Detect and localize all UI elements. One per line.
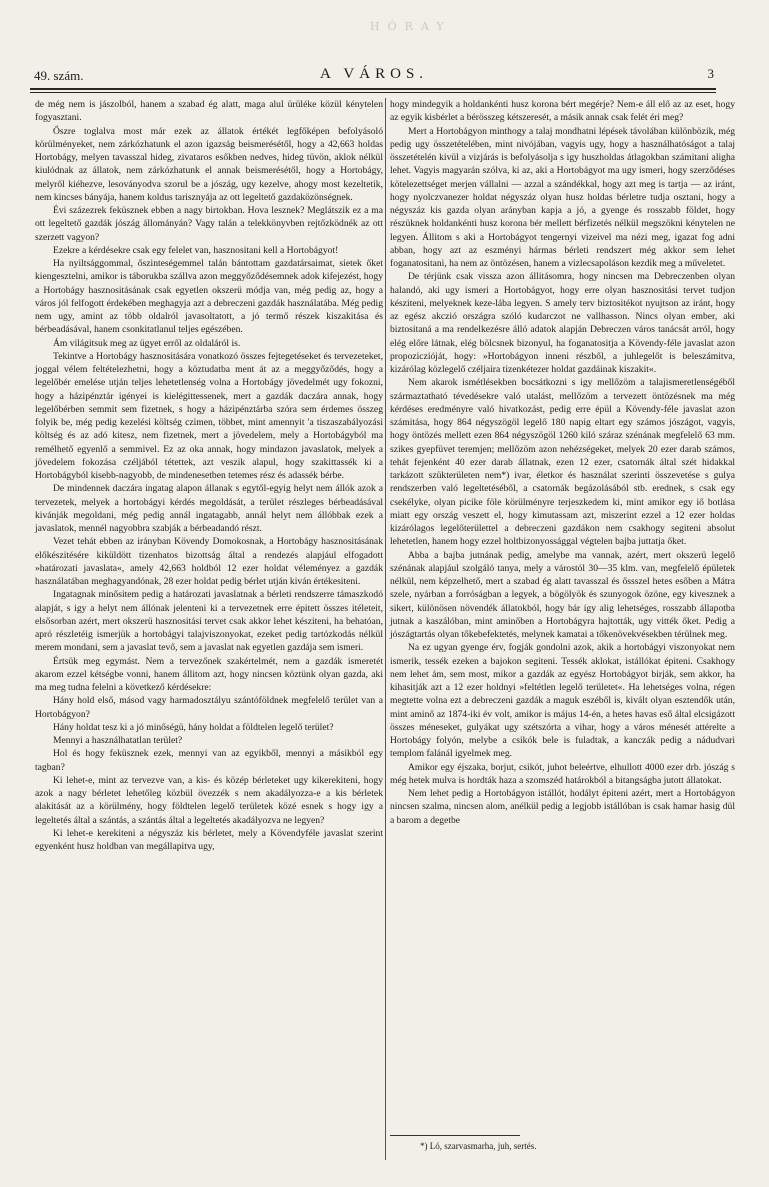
header-rule — [30, 88, 716, 90]
paragraph: Ha nyiltsággommal, őszinteségemmel talán bántottam gazdatársaimat, sietek őket kiengesztelni, amikor is táborukba szállva azon meggyőződésemnek adok kifejezést, hogy a Hortobágy hasznositásának csak egyetlen okszerü módja van, még pedig az, hogy a város jól felfogott érdekében meghagyja azt a debreczeni gazdák használatába. Még pedig nem ugy, amint az több oldalról javasoltatott, a jó termő részek kiszakitása és bérbeadásával, hanem csonkitatlanul teljes egészében. — [35, 258, 383, 336]
paragraph: de még nem is jászolból, hanem a szabad ég alatt, maga alul ürüléke közül kénytelen fogyasztani. — [35, 99, 383, 124]
paragraph: Ki lehet-e, mint az tervezve van, a kis- és közép bérleteket ugy kikerekiteni, hogy azok a nagy bérletet lehetőleg közbül övezzék s nem akadályozza-e a kis bérletek alakitását az a körülmény, hogy földtelen legelő területek közé esnek s hogy igy a legeltetés által a szántás, a szántás által a legeltetés akadályozva ne legyen? — [35, 774, 383, 826]
paragraph: Évi százezrek feküsznek ebben a nagy birtokban. Hova lesznek? Meglátszik ez a ma ott legeltető gazdák jószág állományán? Vagy talán a telekkönyvben rejtőzködnék az ott szerzett vagyon? — [35, 205, 383, 243]
issue-number: 49. szám. — [34, 68, 84, 83]
paragraph: Ám világitsuk meg az ügyet erről az oldaláról is. — [53, 337, 241, 349]
paragraph: Mennyi a használhatatlan terület? — [53, 735, 183, 746]
publication-title: A VÁROS. — [319, 66, 429, 82]
paragraph: Amikor egy éjszaka, borjut, csikót, juhot beleértve, elhullott 4000 ezer drb. jószág s még hetek mulva is hordták haza a szomszéd határokból a bitangságba jutott állatokat. — [390, 761, 735, 786]
footnote-rule — [390, 1135, 520, 1136]
paragraph: Hol és hogy feküsznek ezek, mennyi van az egyikből, mennyi a másikból egy tagban? — [35, 748, 383, 773]
paragraph: hogy mindegyik a holdankénti husz korona bért megérje? Nem-e áll elő az az eset, hogy az egyik kisbérlet a bérösszeg kétszeresét, a másik annak csak felét éri meg? — [390, 99, 735, 124]
paragraph: De mindennek daczára ingatag alapon állanak s egytől-egyig helyt nem állók azok a tervezetek, melyek a hortobágyi kérdés megoldását, a terület részleges bérbeadásával kivánják megoldani, még pedig annál ingatagabb, annál helyt nem állóbbak ezek a javaslatok, mennél nagyobbra szabják a bérbeadandó részt. — [35, 483, 383, 534]
paragraph: Őszre toglalva most már ezek az állatok értékét legfőképen befolyásoló körülményeket, nem zárkózhatunk el azon igazság beismerésétől, hogy a 42,663 holdas Hortobágy, melyen tavasszal hideg, zivataros esőkben nedves, hideg tüvön, aklok nélkül kiulódnak az állatok, nem zárkózhatunk el annak beismerésétől, hogy a Hortobágy, melyről kiéhezve, lesoványodva szorul be a jószág, ugy kezelve, ahogy most kezeltetik, nem kincses bányája, hanem koldus tarisznyája az ott legeltető gazdaközönségnek. — [35, 125, 383, 203]
bleed-through-text: HÓRAY — [370, 20, 452, 33]
paragraph: Abba a bajba jutnának pedig, amelybe ma vannak, azért, mert okszerü legelő szénának alapjául szolgáló tanya, mely a várostól 30—35 klm. van, megfelelő épületek nélkül, nem képzelhető, mert a szabad ég alatt tavasszal és őssszel hetes esőben a Mátra szele, nyárban a forróságban a legyek, a bögölyök és szunyogok özöne, egy kivesznek a sikert, különösen növendék állatokból, hogy bár így alig lehetséges, rosszabb állapotba jutnak a kaszálóban, mint aminőben a Hortobágyra hajtották, ugy vitték őket. Pedig a jószágtartás olyan tőkebefektetés, melynek kamatai a tőkenövekvésekben térülnek meg. — [390, 549, 735, 640]
column-divider — [385, 98, 386, 1160]
paragraph: Ezekre a kérdésekre csak egy felelet van, hasznositani kell a Hortobágyot! — [53, 244, 339, 256]
paragraph: Hány hold első, másod vagy harmadosztályu szántóföldnek megfelelő terület van a Hortobágyon? — [35, 695, 383, 720]
paragraph: Ingatagnak minősitem pedig a határozati javaslatnak a bérleti rendszerre támaszkodó alapját, s igy a helyt nem állónak jelenteni ki a tervezetnek erre épitett összes itéleteit, elsősorban azért, mert okszerü hasznositási tervet csak akkor lehet késziteni, ha behatóan, apró részletéig ismerjük a hortobágyi talajviszonyokat, ezeket pedig tartózkodás nélkül merem mondani, sem a javaslat tevő, sem a javaslat nak egyetlen gazdája sem ismeri. — [35, 589, 383, 654]
paragraph: Tekintve a Hortobágy hasznositására vonatkozó összes fejtegetéseket és tervezeteket, joggal vélem feltételezhetni, hogy a köztudatba ment át az a meggyőződés, hogy a legelőbér emelése utján teljes lehetetlenség volna a Hortobágy jövedelmét ugy fokozni, hogy a házipénztár igényei is kielégittessenek, mert a gazdák daczára annak, hogy legelőbérben semmit sem fizetnek, s hogy a házipénztárba szóra sem érdemes összeg folyik be, még pedig kezelési költség czimen, többet, mint amennyit 'a tiszaszabályozási költség és az adó kitesz, nem fizetnek, mert a jövedelem, mely a Hortobágyból ma remélhető egyenlő a semmivel. Ez az oka annak, hogy mindazon javaslatok, melyek a jövedelem fokozása czéljából tétettek, azt veszik alapul, hogy szakittassék ki a Hortobágyból kisebb-nagyobb, de mindenesetben tetemes rész és adassék bérbe. — [35, 350, 383, 481]
paragraph: Na ez ugyan gyenge érv, fogják gondolni azok, akik a hortobágyi viszonyokat nem ismerik, tessék ezeken a bajokon segiteni. Tessék aklokat, istállókat épiteni. Csakhogy nem lehet ám, sem most, mikor a gazdák az egyész Hortobágyot birják, sem akkor, ha kihasitják azt a 12 ezer holdnyi »feltétlen legelő területet«. Ha lehetséges volna, régen megtette volna ezt a debreczeni gazdák a maguk eszéből is, kivált olyan esztendők után, mint aminő az 1874-iki év volt, amikor is május 14-én, a hetes havas eső által elcsigázott összes méneseket, gulyákat ugy szétszórta a vihar, hogy a város ménesét attérelte a Hortobágy folyón, melybe a csikók bele is fuladtak, a kanczák pedig a nádudvari templom falánál igyelmek meg. — [390, 642, 735, 760]
paragraph: Mert a Hortobágyon minthogy a talaj mondhatni lépések távolában különbözik, még pedig ugy összetételében, mint nivójában, vagyis ugy, hogy a használhatóságot a talaj összetételén kivül a vizjárás is befolyásolja s igy huszholdas átlagokban számitani aligha lehet. Vagyis magyarán szólva, ki az, aki a Hortobágyot ma ugy ismeri, hogy szerződéses kötelezettséget merjen vállalni — azzal a szándékkal, hogy azt meg is tartja — az iránt, hogy nyolczvanezer holdat négyszáz olyan husz holdas bérletre tudja osztani, hogy a négyszáz kis gazda olyan arányban kapja a jó, a gyenge és rosszabb földet, hogy részüknek holdankénti husz korona bér mellett bérfizetés nélkül megszökni kénytelen ne legyen. Állitom s aki a Hortobágyot tengernyi vizeivel ma nézi meg, igazat fog adni abban, hogy azt az eszményi hármas bérleti rendszert még akkor sem lehet foganatositani, ha nem az öntözésen, hanem a vizlecsapoláson kezdik meg a műveletet. — [390, 125, 735, 269]
paragraph: Hány holdat tesz ki a jó minőségü, hány holdat a földtelen legelő terület? — [53, 721, 334, 733]
header-rule-thin — [30, 92, 716, 93]
paragraph: Nem akarok ismétlésekben bocsátkozni s igy mellőzöm a talajismeretlenségéből származtatható tévedésekre való utalást, mellőzöm a tervezett öntözésnek ma még kérdéses eredményre való hivatkozást, pedig erre épül a Kövendy-féle javaslat azon számitása, hogy 864 négyszögöl legelő 180 napig eltart egy számos jószágot, vagyis, hogy öntözés mellett ezen 864 négyszögöl 1260 kiló száraz szénának megfelelő 63 mm. szikes gyepfüvet teremjen; mellőzöm azon nehézségeket, melyek 20 ezer darab számos, tehát fejenként 40 ezer darab állatnak, ezen 12 ezer, csatornák által szét hidakkal tarkázott szükterületen nem*) ivar, életkor és használat szerinti összevetése s gulya rendszerben való legeltetéséből, a csatornák begázolásából stb. erednek, s csak egy csekélyke, olyan picike föle körülményre terjeszkedem ki, mint amikor egy iő botlása miatt egy ország veszett el, hogy kimutassam azt, miszerint ezzel a 12 ezer holdas kizárólagos legelőterülettel a debreczeni gazdákon nem csakhogy segiteni absolut lehetetlen, hanem hogy ezzel holtbizonyossággal végtelen bajba juttatja őket. — [390, 377, 735, 548]
paragraph: Értsük meg egymást. Nem a tervezőnek szakértelmét, nem a gazdák ismeretét akarom ezzel kétségbe vonni, hanem állitom azt, hogy nincsen köztünk olyan gazda, aki ma meg tudna felelni a következő kérdésekre: — [35, 655, 383, 693]
paragraph: Ki lehet-e kerekiteni a négyszáz kis bérletet, mely a Kövendyféle javaslat szerint egyenként husz holdban van megállapitva ugy, — [35, 827, 383, 852]
right-column — [390, 98, 735, 827]
page-header — [34, 66, 714, 88]
paragraph: De térjünk csak vissza azon állitásomra, hogy nincsen ma Debreczenben olyan halandó, aki ugy ismeri a Hortobágyot, hogy erre olyan hasznositási tervet tudjon késziteni, melyeknek keze-lába legyen. S amely terv biztositékot nyujtson az iránt, hogy az egész akczió országra szóló kudarczot ne vallhasson. Nincs olyan ember, aki biztositaná a ma rendelkezésre álló adatok alapján Debreczen város tanácsát arról, hogy elég előre látnak, elég bölcsnek bizonyul, ha foganatositja a Kövendy-féle javaslat azon propoziczióját, hogy: »Hortobágyon inneni részből, a juhlegelőt is beleszámitva, kizárólag közlegelő czéljaira tizenkétezer holdat gazdáinak kiszakit«. — [390, 271, 735, 375]
footnote: *) Ló, szarvasmarha, juh, sertés. — [420, 1141, 537, 1151]
left-column — [35, 98, 383, 853]
paragraph: Nem lehet pedig a Hortobágyon istállót, hodályt épiteni azért, mert a Hortobágyon nincsen szalma, nincsen alom, anélkül pedig a legjobb istállóban is csak hamar hasig dül a barom a degetbe — [390, 788, 735, 826]
paragraph: Vezet tehát ebben az irányban Kövendy Domokosnak, a Hortobágy hasznositásának előkészitésére kiküldött tizenhatos bizottság által a rendezés alapjául elfogadott »határozati javaslata«, amely 42,663 holdból 12 ezer holdat véleményez a gazdák használatában meghagyandónak, 28 ezer holdat pedig bérlet utján kiván értékesiteni. — [35, 536, 383, 587]
page-number: 3 — [707, 66, 714, 81]
